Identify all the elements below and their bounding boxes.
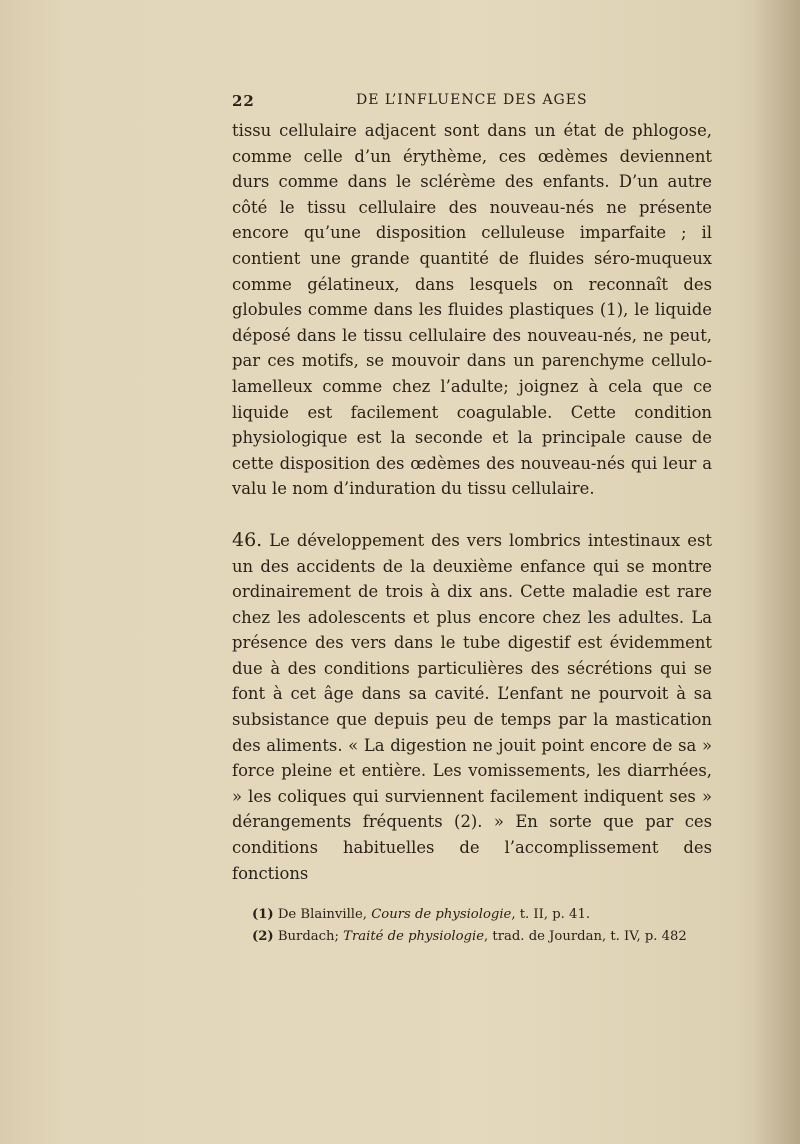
body-text [232,118,712,886]
footnote-author: De Blainville, [273,907,372,922]
footnote-marker: (2) [252,929,274,944]
footnote-work-title: Cours de physiologie [371,907,512,922]
paragraph-2-text: Le développement des vers lombrics intestinaux est un des accidents de la deuxième enfance qui se montre ordinairement de trois à dix ans. Cette maladie est rare chez les adolescents et plus encore chez les adultes. La présence des vers dans le tube digestif est évidemment due à des conditions particulières des sécrétions qui se font à cet âge dans sa cavité. L’enfant ne pourvoit à sa subsistance que depuis peu de temps par la mastication des aliments. « La digestion ne jouit point encore de sa » force pleine et entière. Les vomissements, les diarrhées, » les coliques qui surviennent facilement indiquent ses » dérangements fréquents (2). » En sorte que par ces conditions habituelles de l’accomplissement des fonctions [232,530,712,883]
running-head: DE L’INFLUENCE DES AGES [356,92,588,108]
footnote-author: Burdach; [273,929,344,944]
footnote-marker: (1) [252,907,274,922]
page-header [232,92,716,116]
paragraph-1: tissu cellulaire adjacent sont dans un état de phlogose, comme celle d’un érythème, ces œdèmes deviennent durs comme dans le sclérème des enfants. D’un autre côté le tissu cellulaire des nouveau-nés ne présente encore qu’une disposition celluleuse imparfaite ; il contient une grande quantité de fluides séro-muqueux comme gélatineux, dans lesquels on reconnaît des globules comme dans les fluides plastiques (1), le liquide déposé dans le tissu cellulaire des nouveau-nés, ne peut, par ces motifs, se mouvoir dans un parenchyme cellulo-lamelleux comme chez l’adulte; joignez à cela que ce liquide est facilement coagulable. Cette condition physiologique est la seconde et la principale cause de cette disposition des œdèmes des nouveau-nés qui leur a valu le nom d’induration du tissu cellulaire. [232,121,712,499]
page-edge-shadow [754,0,800,1144]
footnote-work-title: Traité de physiologie [343,929,485,944]
footnote-reference: , t. II, p. 41. [511,907,591,922]
page-number: 22 [232,92,255,110]
footnotes [252,904,722,948]
footnote-reference: , trad. de Jourdan, t. IV, p. 482 [484,929,687,944]
footnote-1 [252,904,722,926]
paragraph-2 [232,528,712,886]
footnote-2 [252,926,722,948]
section-number: 46. [232,528,263,551]
